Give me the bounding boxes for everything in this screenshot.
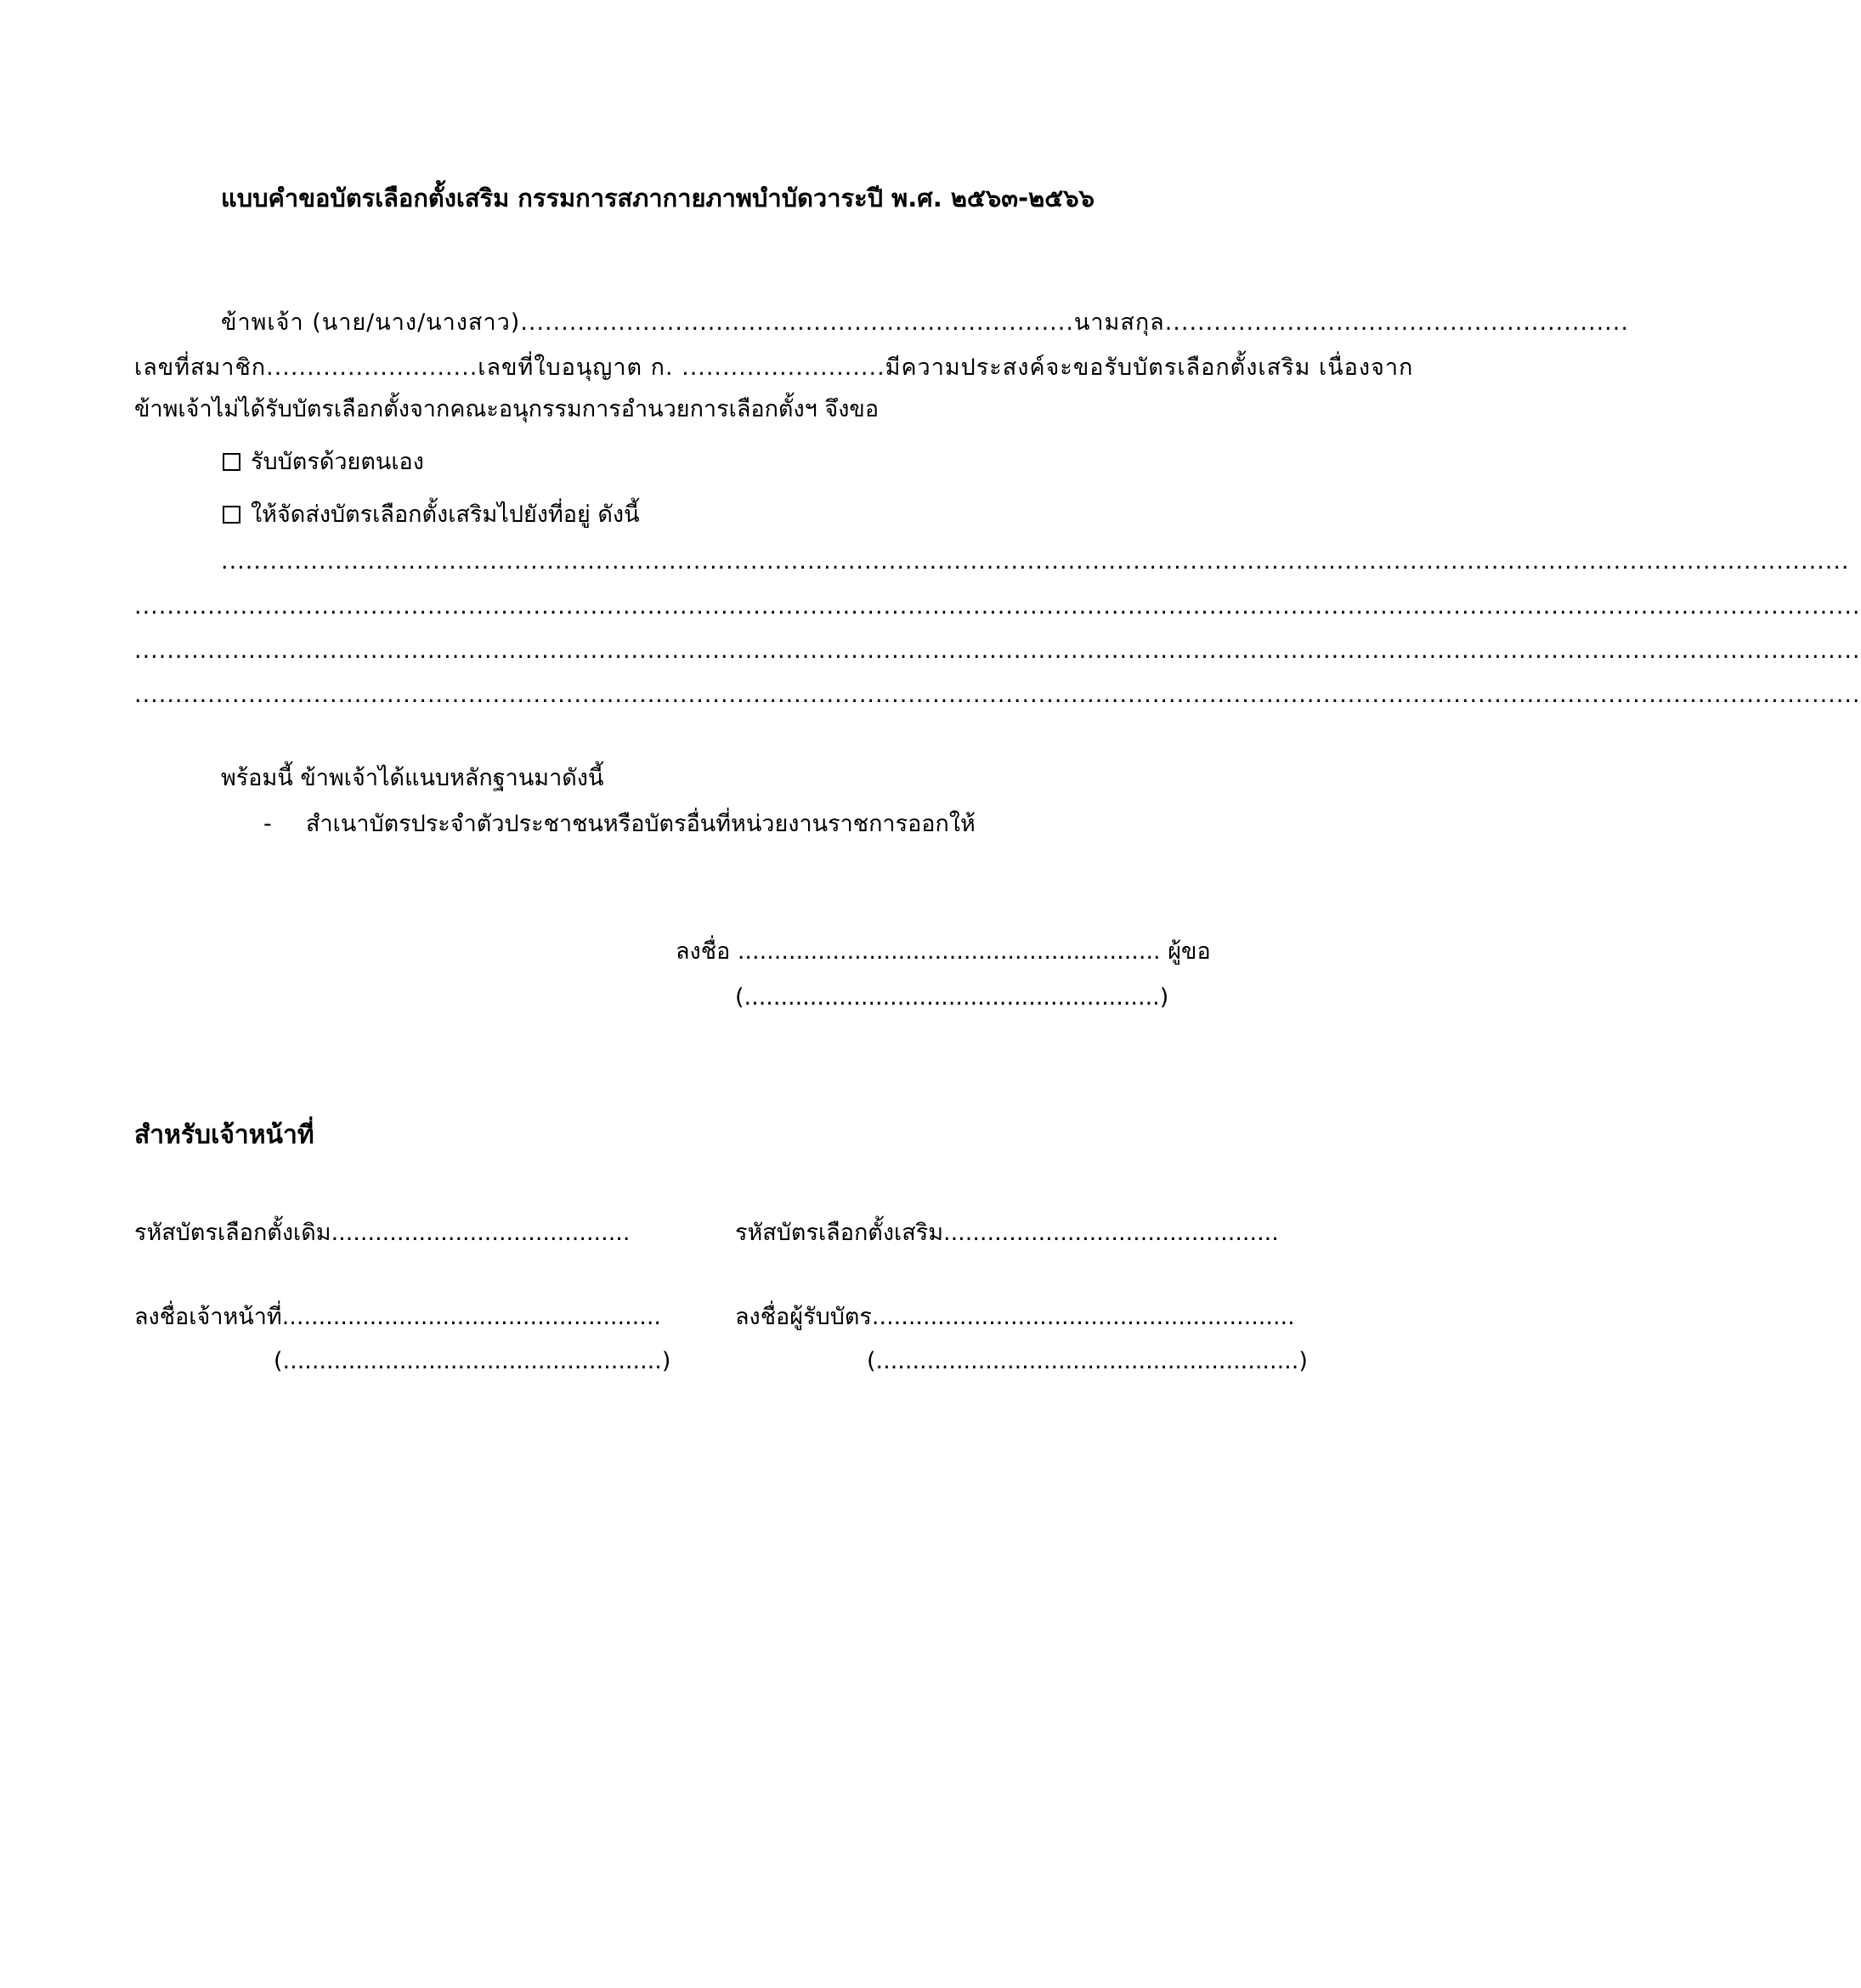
address-line-1[interactable]: ........................................................................................................................................................................................................ <box>221 548 1850 575</box>
officer-section-heading: สำหรับเจ้าหน้าที่ <box>134 1120 314 1150</box>
option-mail-delivery[interactable] <box>223 501 640 529</box>
evidence-intro: พร้อมนี้ ข้าพเจ้าได้แนบหลักฐานมาดังนี้ <box>221 765 604 791</box>
officer-signature-line[interactable]: ลงชื่อเจ้าหน้าที่.................................................... <box>134 1304 661 1330</box>
option-self-pickup[interactable] <box>223 449 424 476</box>
form-title: แบบคำขอบัตรเลือกตั้งเสริม กรรมการสภากายภาพบำบัดวาระปี พ.ศ. ๒๕๖๓-๒๕๖๖ <box>221 184 1095 212</box>
extra-ballot-code-field[interactable]: รหัสบัตรเลือกตั้งเสริม.............................................. <box>735 1220 1279 1246</box>
address-line-2[interactable]: .................................................................................................................................................................................................................... <box>134 593 1861 620</box>
reason-line: ข้าพเจ้าไม่ได้รับบัตรเลือกตั้งจากคณะอนุกรรมการอำนวยการเลือกตั้งฯ จึงขอ <box>134 396 880 422</box>
officer-printed-name-line[interactable]: (....................................................) <box>274 1348 671 1374</box>
checkbox-mail-delivery[interactable] <box>223 506 240 524</box>
receiver-signature-line[interactable]: ลงชื่อผู้รับบัตร.......................................................... <box>735 1304 1295 1330</box>
member-license-line[interactable]: เลขที่สมาชิก..........................เลขที่ใบอนุญาต ก. .........................มีความประสงค์จะขอรับบัตรเลือกตั้งเสริม เนื่องจาก <box>134 354 1414 381</box>
option-mail-delivery-label: ให้จัดส่งบัตรเลือกตั้งเสริมไปยังที่อยู่ ดังนี้ <box>251 501 640 528</box>
evidence-bullet: - <box>263 811 272 837</box>
evidence-item: สำเนาบัตรประจำตัวประชาชนหรือบัตรอื่นที่หน่วยงานราชการออกให้ <box>306 811 976 837</box>
applicant-signature-line[interactable]: ลงชื่อ .......................................................... ผู้ขอ <box>676 938 1211 965</box>
address-line-4[interactable]: .................................................................................................................................................................................................................... <box>134 682 1861 708</box>
applicant-name-line[interactable]: ข้าพเจ้า (นาย/นาง/นางสาว)....................................................................นามสกุล......................................................... <box>221 309 1629 336</box>
original-ballot-code-field[interactable]: รหัสบัตรเลือกตั้งเดิม......................................... <box>134 1220 631 1246</box>
applicant-printed-name-line[interactable]: (.........................................................) <box>735 984 1169 1011</box>
checkbox-self-pickup[interactable] <box>223 453 240 471</box>
option-self-pickup-label: รับบัตรด้วยตนเอง <box>251 449 424 475</box>
receiver-printed-name-line[interactable]: (..........................................................) <box>867 1348 1308 1374</box>
address-line-3[interactable]: .................................................................................................................................................................................................................... <box>134 637 1861 664</box>
